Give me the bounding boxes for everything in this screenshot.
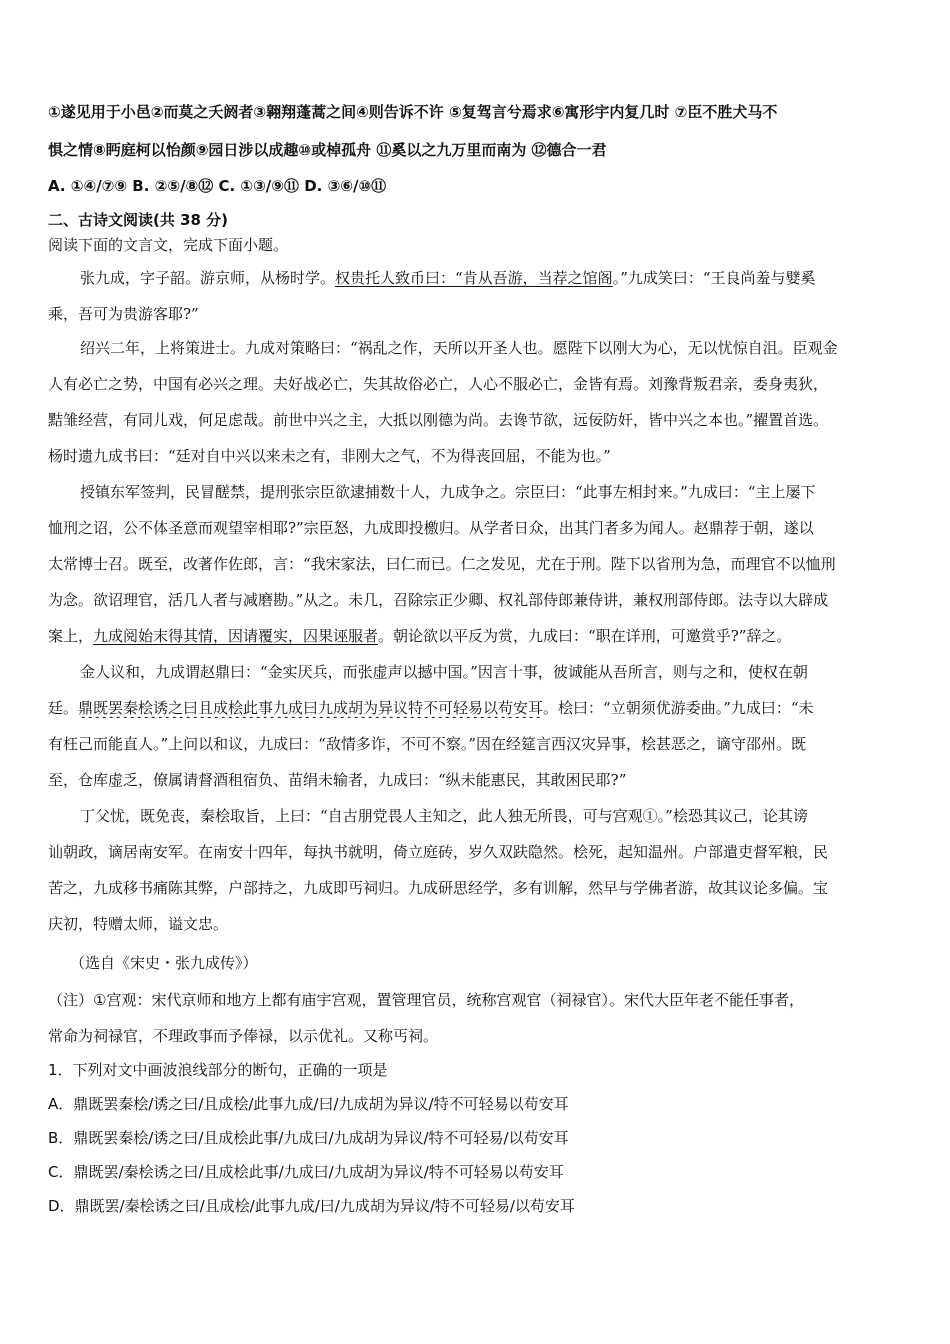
- passage-p3-line2: 恤刑之诏，公不体圣意而观望宰相耶?”宗臣怒，九成即投檄归。从学者日众，出其门者多为闻人。赵鼎荐于朝，遂以: [48, 519, 814, 537]
- passage-p5-line4: 庆初，特赠太师，谥文忠。: [48, 915, 229, 933]
- passage-p2-line3: 黠雏经营，有同儿戏，何足虑哉。前世中兴之主，大抵以刚德为尚。去谗节欲，远佞防奸，皆中兴之本也。”擢置首选。: [48, 411, 829, 429]
- passage-p3-line4: 为念。欲诏理官，活几人者与减磨勘。”从之。未几，召除宗正少卿、权礼部侍郎兼侍讲，兼权刑部侍郎。法寺以大辟成: [48, 591, 829, 609]
- passage-text: 廷。: [48, 699, 79, 717]
- wavy-underlined-sentence: 鼎既罢秦桧诱之曰且成桧此事九成曰九成胡为异议特不可轻易以苟安耳: [78, 699, 544, 717]
- question1-option-a: A．鼎既罢秦桧/诱之曰/且成桧/此事九成/曰/九成胡为异议/特不可轻易以苟安耳: [48, 1095, 569, 1113]
- note-line1: （注）①宫观：宋代京师和地方上都有庙宇宫观，置管理官员，统称宫观官（祠禄官）。宋代大臣年老不能任事者，: [48, 991, 804, 1009]
- prev-question-line1: ①遂见用于小邑②而莫之夭阏者③翱翔蓬蒿之间④则告诉不许 ⑤复驾言兮焉求⑥寓形宇内复几时 ⑦臣不胜犬马不: [48, 103, 778, 121]
- passage-p1-line1: [80, 268, 918, 288]
- passage-text: 案上，: [48, 627, 94, 645]
- underlined-sentence-2: 九成阅始末得其情，因请覆实，囚果诬服者: [93, 627, 379, 645]
- question1-option-b: B．鼎既罢秦桧/诱之曰/且成桧此事/九成曰/九成胡为异议/特不可轻易/以苟安耳: [48, 1129, 569, 1147]
- passage-text: 。”九成笑曰：“王良尚羞与嬖奚: [612, 269, 816, 287]
- passage-p4-line3: 有枉己而能直人。”上问以和议，九成曰：“敌情多诈，不可不察。”因在经筵言西汉灾异事，桧甚恶之，谪守邵州。既: [48, 735, 807, 753]
- prev-question-line2: 惧之情⑧眄庭柯以怡颜⑨园日涉以成趣⑩或棹孤舟 ⑪奚以之九万里而南为 ⑫德合一君: [48, 141, 607, 159]
- question1-option-d: D．鼎既罢/秦桧诱之曰/且成桧/此事九成/曰/九成胡为异议/特不可轻易/以苟安耳: [48, 1197, 575, 1215]
- passage-text: 张九成，字子韶。游京师，从杨时学。: [80, 269, 336, 287]
- section-title: 二、古诗文阅读(共 38 分): [48, 211, 229, 229]
- passage-p5-line2: 讪朝政，谪居南安军。在南安十四年，每执书就明，倚立庭砖，岁久双趺隐然。桧死，起知温州。户部遣吏督军粮，民: [48, 843, 829, 861]
- passage-p5-line1: 丁父忧，既免丧，秦桧取旨，上曰：“自古朋党畏人主知之，此人独无所畏，可与宫观①。”桧恐其议己，论其谤: [80, 807, 808, 825]
- note-line2: 常命为祠禄官，不理政事而予俸禄，以示优礼。又称丐祠。: [48, 1027, 439, 1045]
- passage-p1-line2: 乘，吾可为贵游客耶?”: [48, 305, 199, 323]
- passage-p3-line3: 太常博士召。既至，改著作佐郎，言：“我宋家法，曰仁而已。仁之发见，尤在于刑。陛下以省刑为急，而理官不以恤刑: [48, 555, 836, 573]
- section-instruction: 阅读下面的文言文，完成下面小题。: [48, 236, 289, 254]
- passage-p4-line2: [48, 698, 918, 718]
- passage-p2-line2: 人有必亡之势，中国有必兴之理。夫好战必亡，失其故俗必亡，人心不服必亡，金皆有焉。刘豫背叛君亲，委身夷狄，: [48, 375, 829, 393]
- passage-source: （选自《宋史・张九成传》）: [70, 954, 258, 972]
- passage-p4-line1: 金人议和，九成谓赵鼎曰：“金实厌兵，而张虚声以撼中国。”因言十事，彼诚能从吾所言，则与之和，使权在朝: [80, 663, 808, 681]
- question1-option-c: C．鼎既罢/秦桧诱之曰/且成桧此事/九成曰/九成胡为异议/特不可轻易以苟安耳: [48, 1163, 564, 1181]
- passage-p3-line1: 授镇东军签判，民冒醝禁，提刑张宗臣欲逮捕数十人，九成争之。宗臣曰：“此事左相封来。”九成曰：“主上屡下: [80, 483, 816, 501]
- underlined-sentence-1: 权贵托人致币曰：“肯从吾游，当荐之馆阁: [335, 269, 613, 287]
- passage-p5-line3: 苦之，九成移书痛陈其弊，户部持之，九成即丐祠归。九成研思经学，多有训解，然早与学佛者游，故其议论多偏。宝: [48, 879, 829, 897]
- passage-p2-line1: 绍兴二年，上将策进士。九成对策略曰：“祸乱之作，天所以开圣人也。愿陛下以刚大为心，无以忧惊自沮。臣观金: [80, 339, 838, 357]
- passage-p3-line5: [48, 626, 918, 646]
- passage-p4-line4: 至，仓库虚乏，僚属请督酒租宿负、苗绢未输者，九成曰：“纵未能惠民，其敢困民耶?”: [48, 771, 627, 789]
- passage-text: 。桧曰：“立朝须优游委曲。”九成曰：“未: [543, 699, 814, 717]
- prev-question-options: A. ①④/⑦⑨ B. ②⑤/⑧⑫ C. ①③/⑨⑪ D. ③⑥/⑩⑪: [48, 177, 387, 195]
- passage-p2-line4: 杨时遗九成书曰：“廷对自中兴以来未之有，非刚大之气，不为得丧回屈，不能为也。”: [48, 447, 611, 465]
- passage-text: 。朝论欲以平反为赏，九成曰：“职在详刑，可邀赏乎?”辞之。: [378, 627, 792, 645]
- question1-stem: 1．下列对文中画波浪线部分的断句，正确的一项是: [48, 1061, 388, 1079]
